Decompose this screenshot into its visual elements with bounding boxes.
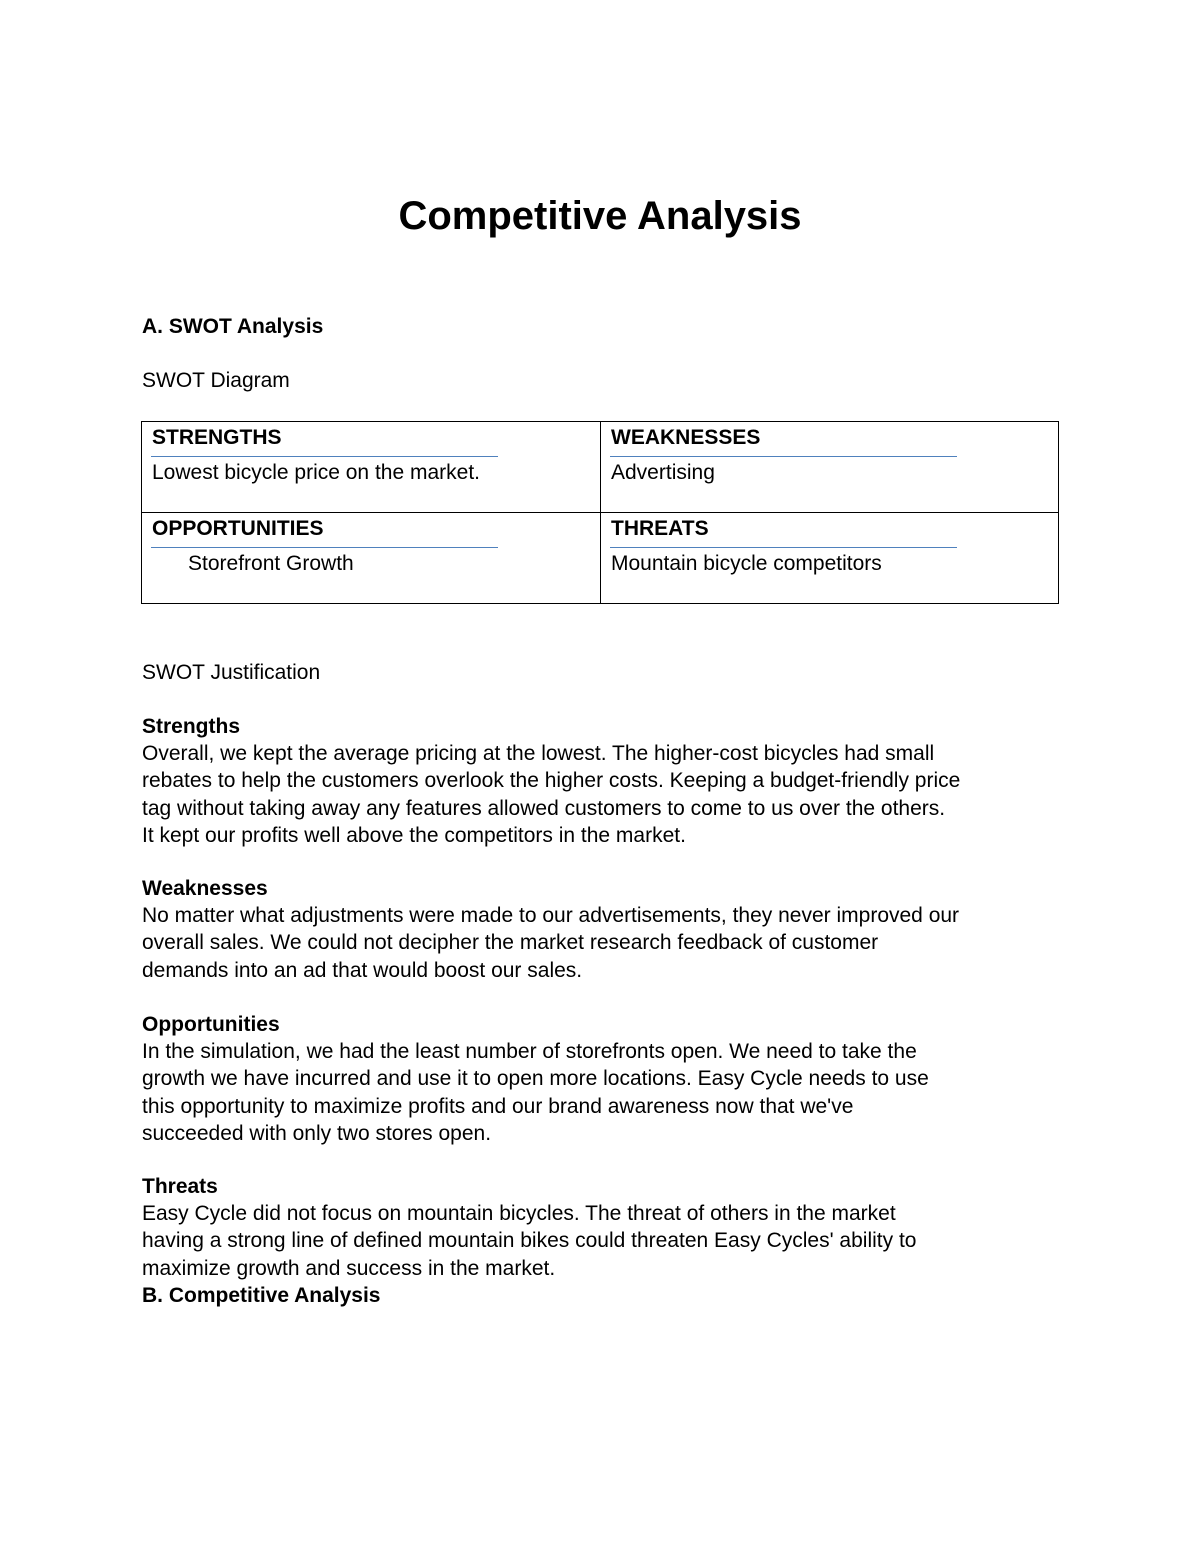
- justification-opportunities-line: succeeded with only two stores open.: [142, 1121, 492, 1145]
- justification-threats-line: maximize growth and success in the market.: [142, 1256, 556, 1280]
- swot-weaknesses-divider: [610, 456, 957, 457]
- swot-diagram-table: [141, 421, 1059, 604]
- swot-weaknesses-item: Advertising: [611, 461, 715, 484]
- justification-opportunities-line: growth we have incurred and use it to open more locations. Easy Cycle needs to use: [142, 1067, 929, 1091]
- justification-weaknesses: [142, 875, 1072, 984]
- justification-weaknesses-line: demands into an ad that would boost our sales.: [142, 958, 583, 982]
- justification-opportunities-line: In the simulation, we had the least number of storefronts open. We need to take the: [142, 1040, 917, 1064]
- justification-strengths: [142, 713, 1072, 849]
- swot-opportunities-divider: [151, 547, 498, 548]
- justification-opportunities-line: this opportunity to maximize profits and our brand awareness now that we've: [142, 1094, 854, 1118]
- justification-weaknesses-line: No matter what adjustments were made to our advertisements, they never improved our: [142, 904, 960, 928]
- justification-strengths-heading: Strengths: [142, 715, 241, 738]
- justification-strengths-line: It kept our profits well above the competitors in the market.: [142, 823, 686, 847]
- justification-threats: [142, 1173, 1072, 1309]
- swot-strengths-heading: STRENGTHS: [152, 426, 282, 449]
- justification-opportunities: [142, 1011, 1072, 1147]
- section-b-heading: B. Competitive Analysis: [142, 1283, 381, 1307]
- swot-strengths-divider: [151, 456, 498, 457]
- swot-diagram-label: SWOT Diagram: [142, 369, 290, 392]
- swot-cell-weaknesses: [601, 422, 1058, 513]
- swot-threats-divider: [610, 547, 957, 548]
- justification-weaknesses-line: overall sales. We could not decipher the market research feedback of customer: [142, 931, 879, 955]
- justification-threats-line: Easy Cycle did not focus on mountain bicycles. The threat of others in the market: [142, 1202, 896, 1226]
- swot-cell-opportunities: [142, 513, 601, 603]
- swot-threats-item: Mountain bicycle competitors: [611, 552, 882, 575]
- swot-weaknesses-heading: WEAKNESSES: [611, 426, 761, 449]
- justification-threats-heading: Threats: [142, 1175, 218, 1198]
- swot-opportunities-item: Storefront Growth: [188, 552, 354, 575]
- swot-strengths-item: Lowest bicycle price on the market.: [152, 461, 480, 484]
- page-title: Competitive Analysis: [398, 194, 802, 238]
- justification-strengths-line: rebates to help the customers overlook the higher costs. Keeping a budget-friendly price: [142, 769, 961, 793]
- justification-strengths-line: Overall, we kept the average pricing at the lowest. The higher-cost bicycles had small: [142, 742, 935, 766]
- swot-cell-strengths: [142, 422, 601, 513]
- swot-cell-threats: [601, 513, 1058, 603]
- section-a-heading: A. SWOT Analysis: [142, 315, 324, 338]
- swot-opportunities-heading: OPPORTUNITIES: [152, 517, 324, 540]
- swot-threats-heading: THREATS: [611, 517, 709, 540]
- justification-threats-line: having a strong line of defined mountain bikes could threaten Easy Cycles' ability to: [142, 1229, 917, 1253]
- justification-opportunities-heading: Opportunities: [142, 1013, 280, 1036]
- swot-justification-label: SWOT Justification: [142, 661, 321, 684]
- justification-weaknesses-heading: Weaknesses: [142, 877, 268, 900]
- justification-strengths-line: tag without taking away any features allowed customers to come to us over the others.: [142, 796, 946, 820]
